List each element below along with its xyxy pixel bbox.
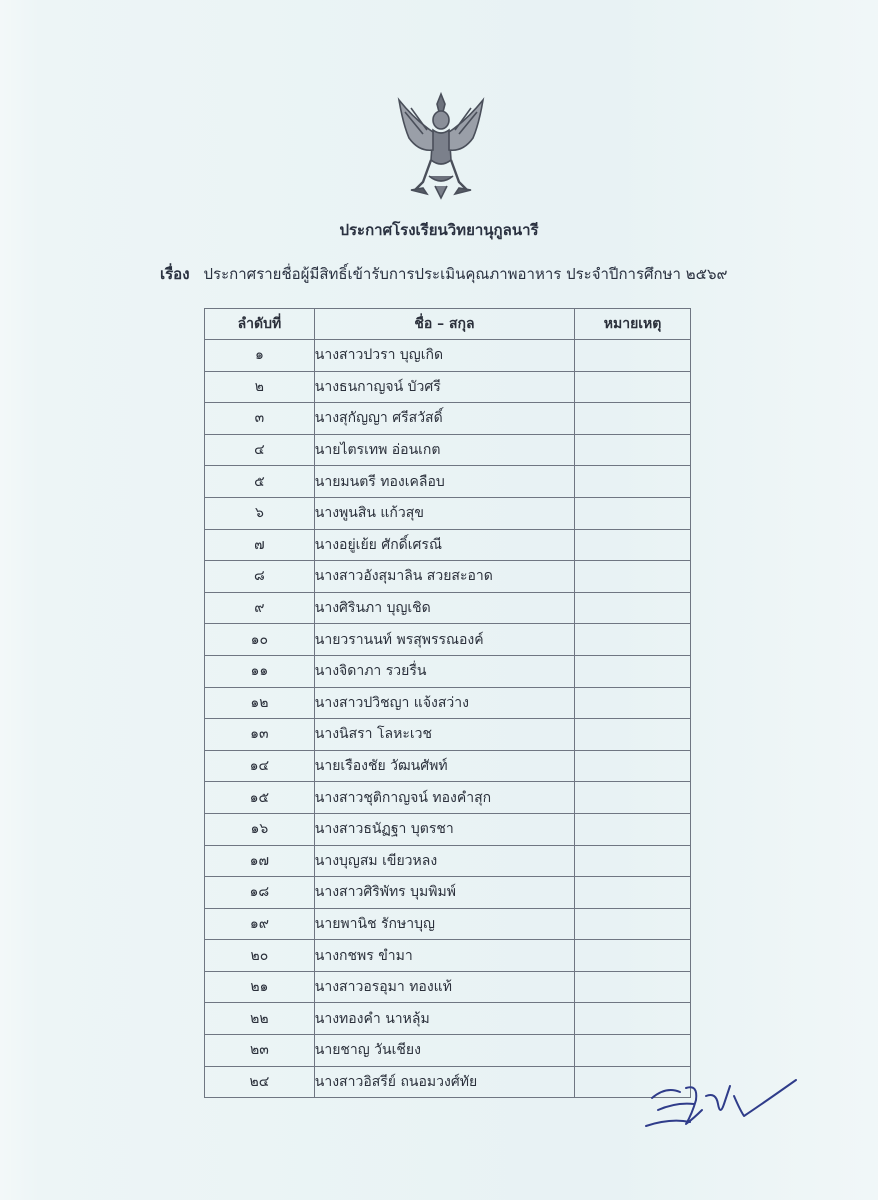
- table-row: [205, 561, 691, 593]
- row-number: ๔: [205, 434, 315, 466]
- table-row: [205, 813, 691, 845]
- table-header-row: [205, 309, 691, 340]
- row-name: นางสาวอรอุมา ทองแท้: [314, 971, 574, 1003]
- row-name: นางจิดาภา รวยรื่น: [314, 655, 574, 687]
- header-no: ลำดับที่: [205, 309, 315, 340]
- header-note: หมายเหตุ: [575, 309, 691, 340]
- row-number: ๑๖: [205, 813, 315, 845]
- table-row: [205, 403, 691, 435]
- row-number: ๑๕: [205, 782, 315, 814]
- announcement-title: ประกาศโรงเรียนวิทยานุกูลนารี: [339, 221, 539, 239]
- table-row: [205, 497, 691, 529]
- row-name: นางสาวศิริพัทร บุมพิมพ์: [314, 877, 574, 909]
- row-name: นางสาวปวรา บุญเกิด: [314, 340, 574, 372]
- row-name: นางกชพร ขำมา: [314, 940, 574, 972]
- table-row: [205, 434, 691, 466]
- row-note: [575, 561, 691, 593]
- row-name: นางสาวอังสุมาลิน สวยสะอาด: [314, 561, 574, 593]
- row-note: [575, 687, 691, 719]
- row-name: นางทองคำ นาหลุ้ม: [314, 1003, 574, 1035]
- signature-icon: [636, 1066, 806, 1134]
- row-number: ๓: [205, 403, 315, 435]
- row-number: ๑๒: [205, 687, 315, 719]
- row-number: ๘: [205, 561, 315, 593]
- row-note: [575, 971, 691, 1003]
- row-number: ๒๓: [205, 1035, 315, 1067]
- row-number: ๒๐: [205, 940, 315, 972]
- table-row: [205, 655, 691, 687]
- row-name: นางบุญสม เขียวหลง: [314, 845, 574, 877]
- row-note: [575, 371, 691, 403]
- row-note: [575, 624, 691, 656]
- row-note: [575, 466, 691, 498]
- roster-table: [204, 308, 691, 1098]
- row-number: ๑: [205, 340, 315, 372]
- table-row: [205, 529, 691, 561]
- row-note: [575, 719, 691, 751]
- table-row: [205, 971, 691, 1003]
- row-note: [575, 1003, 691, 1035]
- row-name: นายเรืองชัย วัฒนศัพท์: [314, 750, 574, 782]
- subject-text: ประกาศรายชื่อผู้มีสิทธิ์เข้ารับการประเมินคุณภาพอาหาร ประจำปีการศึกษา ๒๕๖๙: [203, 265, 728, 283]
- row-note: [575, 908, 691, 940]
- row-name: นายมนตรี ทองเคลือบ: [314, 466, 574, 498]
- row-number: ๑๘: [205, 877, 315, 909]
- row-name: นางพูนสิน แก้วสุข: [314, 497, 574, 529]
- row-number: ๑๓: [205, 719, 315, 751]
- table-row: [205, 940, 691, 972]
- table-row: [205, 371, 691, 403]
- row-name: นางสาวธนัฏฐา บุตรชา: [314, 813, 574, 845]
- table-row: [205, 877, 691, 909]
- row-number: ๒๑: [205, 971, 315, 1003]
- row-name: นางอยู่เย้ย ศักดิ์เศรณี: [314, 529, 574, 561]
- table-row: [205, 750, 691, 782]
- table-row: [205, 845, 691, 877]
- row-number: ๒: [205, 371, 315, 403]
- row-note: [575, 434, 691, 466]
- row-name: นางสาวอิสรีย์ ถนอมวงศ์ทัย: [314, 1066, 574, 1098]
- row-note: [575, 845, 691, 877]
- garuda-emblem-icon: [393, 90, 489, 202]
- row-number: ๒๒: [205, 1003, 315, 1035]
- table-row: [205, 1003, 691, 1035]
- table-row: [205, 782, 691, 814]
- table-row: [205, 687, 691, 719]
- row-note: [575, 750, 691, 782]
- row-number: ๑๗: [205, 845, 315, 877]
- row-number: ๙: [205, 592, 315, 624]
- row-note: [575, 529, 691, 561]
- row-note: [575, 655, 691, 687]
- row-name: นางนิสรา โลหะเวช: [314, 719, 574, 751]
- subject-line: [160, 262, 727, 286]
- row-name: นายวรานนท์ พรสุพรรณองค์: [314, 624, 574, 656]
- row-name: นางสุกัญญา ศรีสวัสดิ์: [314, 403, 574, 435]
- row-number: ๒๔: [205, 1066, 315, 1098]
- row-number: ๖: [205, 497, 315, 529]
- subject-label: เรื่อง: [160, 265, 190, 283]
- row-name: นางสาวชุติกาญจน์ ทองคำสุก: [314, 782, 574, 814]
- row-number: ๑๐: [205, 624, 315, 656]
- row-note: [575, 592, 691, 624]
- row-name: นายพานิช รักษาบุญ: [314, 908, 574, 940]
- row-number: ๑๙: [205, 908, 315, 940]
- row-name: นางศิรินภา บุญเชิด: [314, 592, 574, 624]
- row-note: [575, 813, 691, 845]
- row-number: ๗: [205, 529, 315, 561]
- row-note: [575, 1035, 691, 1067]
- table-row: [205, 908, 691, 940]
- header-name: ชื่อ – สกุล: [314, 309, 574, 340]
- row-number: ๑๑: [205, 655, 315, 687]
- row-number: ๕: [205, 466, 315, 498]
- row-name: นายชาญ วันเชียง: [314, 1035, 574, 1067]
- row-note: [575, 782, 691, 814]
- row-name: นางธนกาญจน์ บัวศรี: [314, 371, 574, 403]
- table-row: [205, 1035, 691, 1067]
- table-row: [205, 1066, 691, 1098]
- row-name: นางสาวปวิชญา แจ้งสว่าง: [314, 687, 574, 719]
- row-note: [575, 340, 691, 372]
- table-row: [205, 719, 691, 751]
- row-note: [575, 403, 691, 435]
- row-note: [575, 877, 691, 909]
- roster-body: [205, 340, 691, 1098]
- row-note: [575, 497, 691, 529]
- table-row: [205, 624, 691, 656]
- row-name: นายไตรเทพ อ่อนเกต: [314, 434, 574, 466]
- table-row: [205, 466, 691, 498]
- row-number: ๑๔: [205, 750, 315, 782]
- table-row: [205, 592, 691, 624]
- row-note: [575, 940, 691, 972]
- table-row: [205, 340, 691, 372]
